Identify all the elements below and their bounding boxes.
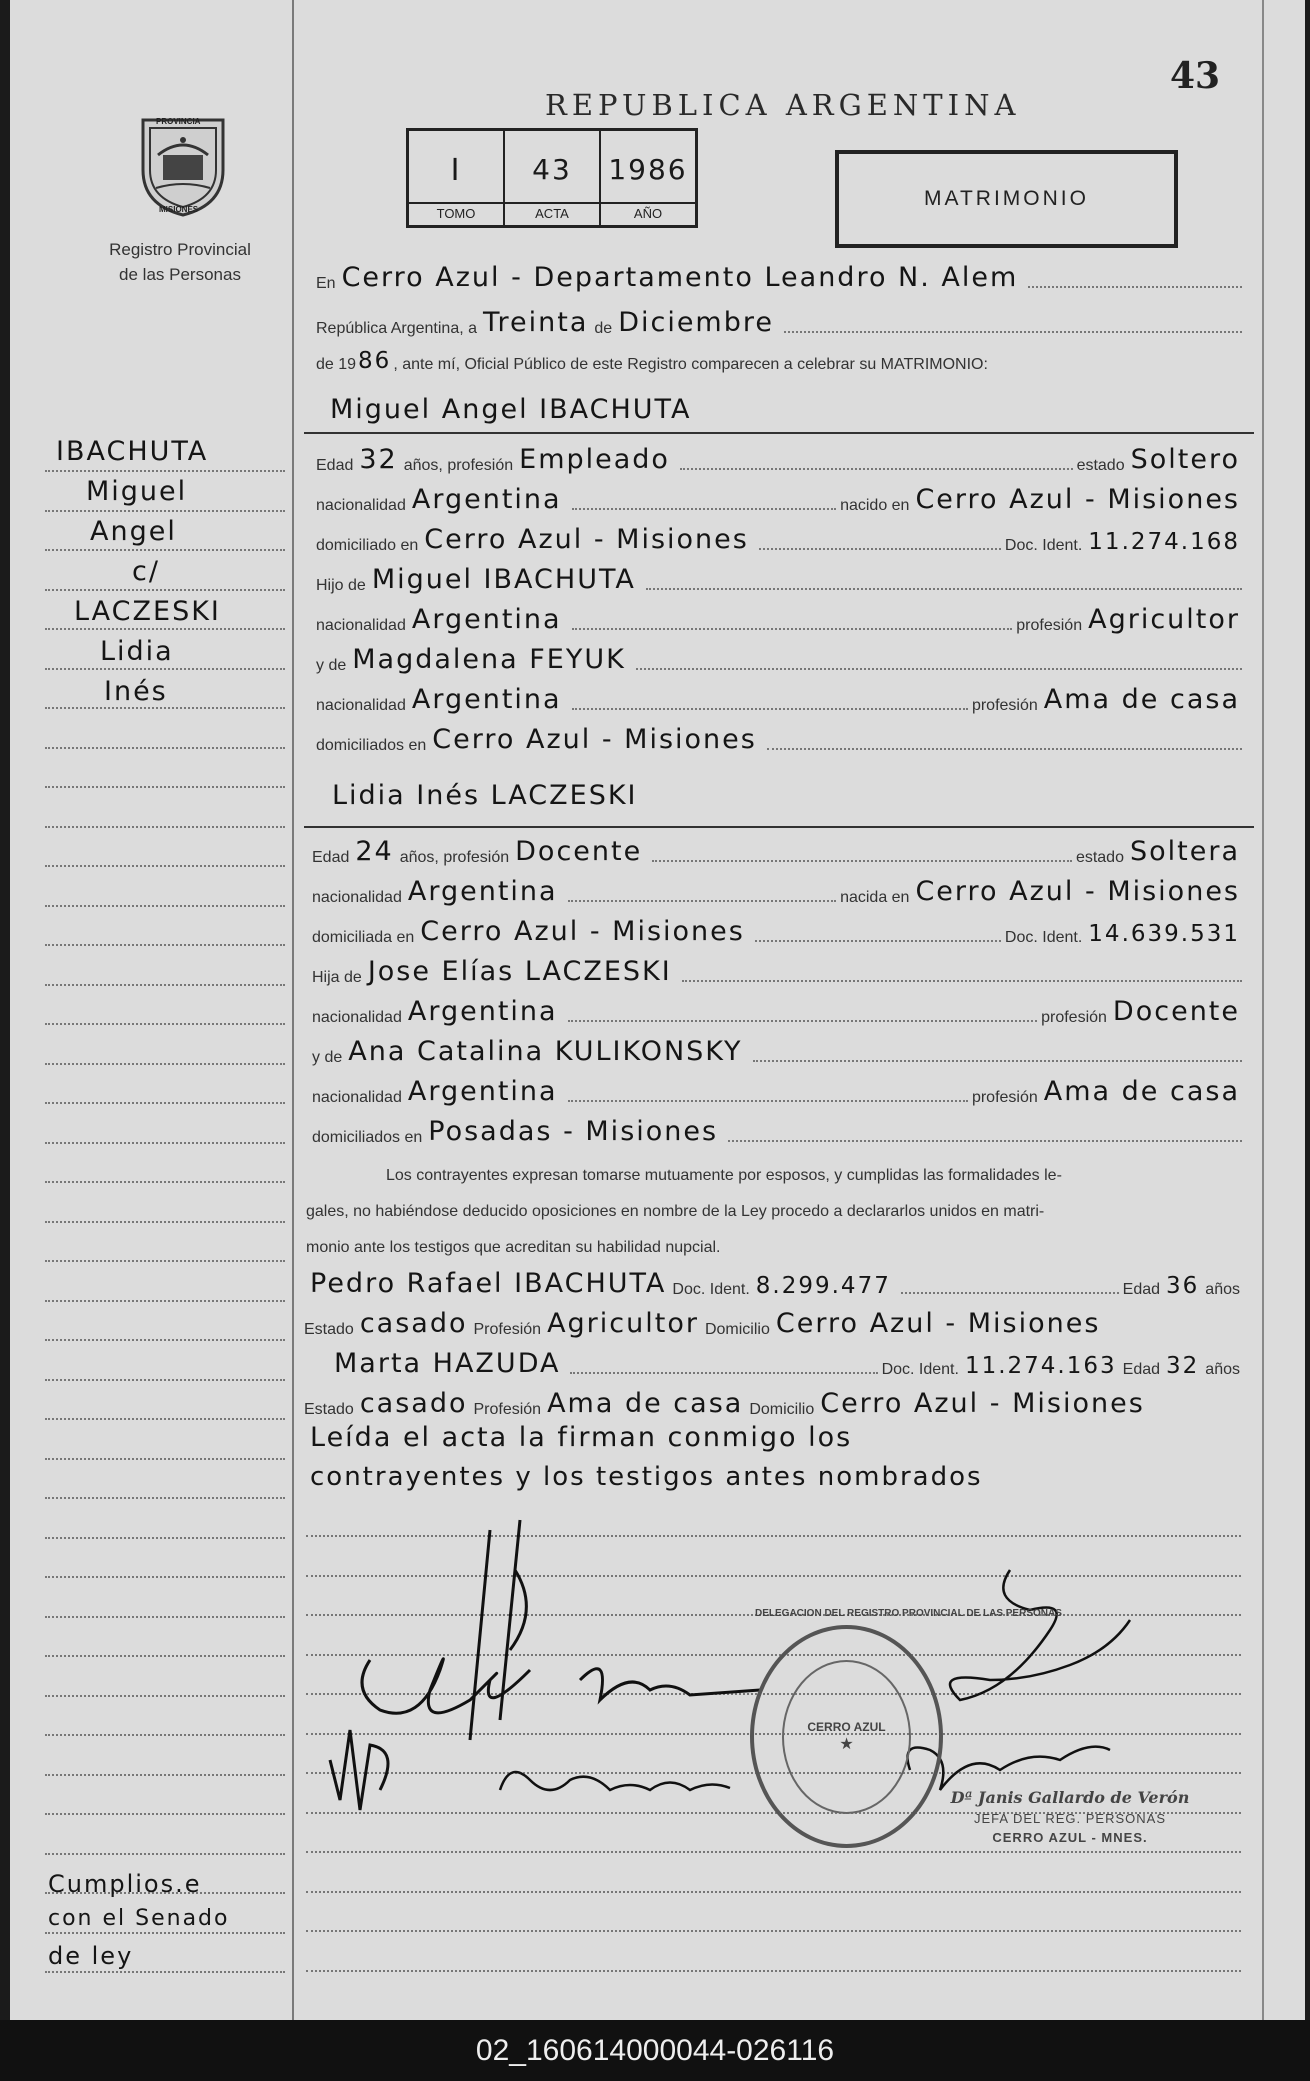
place-value: Cerro Azul - Departamento Leandro N. Alem [341, 262, 1019, 293]
margin-note-line3: de ley [48, 1942, 134, 1970]
closing-line2: contrayentes y los testigos antes nombrados [310, 1462, 983, 1492]
margin-ruled-line [45, 1063, 285, 1065]
domicilio-label: domiciliada en [312, 929, 415, 946]
tomo-label: TOMO [409, 202, 503, 221]
dotted-line [680, 468, 1073, 470]
witness2-estado: casado [359, 1388, 468, 1419]
bride-domicilio: Cerro Azul - Misiones [420, 916, 745, 947]
margin-ruled-line [45, 1260, 285, 1262]
anio-value: 1986 [608, 153, 688, 186]
witness1-row2 [304, 1308, 1240, 1339]
witness2-edad: 32 [1166, 1353, 1200, 1379]
profesion-label: Profesión [473, 1401, 542, 1418]
margin-ruled-line [45, 1497, 285, 1499]
year-prefix: de 19 [316, 356, 357, 373]
witness1-profesion: Agricultor [547, 1308, 699, 1339]
official-place: CERRO AZUL - MNES. [992, 1830, 1148, 1845]
edad-label: Edad [1122, 1281, 1161, 1298]
profesion-label: profesión [1016, 617, 1083, 634]
official-stamp [915, 1788, 1225, 1845]
groom-name: Miguel Angel IBACHUTA [330, 394, 692, 425]
dotted-line [568, 900, 836, 902]
margin-ruled-line [45, 1418, 285, 1420]
dotted-line [572, 508, 836, 510]
dotted-line [636, 668, 1242, 670]
nacionalidad-label: nacionalidad [312, 1089, 402, 1106]
margin-ruled-line [45, 1339, 285, 1341]
margin-note-line2: con el Senado [48, 1906, 230, 1931]
nacionalidad-label: nacionalidad [316, 617, 406, 634]
witness1-name: Pedro Rafael IBACHUTA [310, 1268, 667, 1299]
declaration-text [306, 1158, 1241, 1266]
groom-estado: Soltero [1130, 444, 1240, 475]
stamp-inner-text: CERRO AZUL [807, 1719, 886, 1734]
country-title: REPUBLICA ARGENTINA [545, 88, 1021, 122]
year-suffix: 86 [358, 348, 392, 374]
witness1-doc: 8.299.477 [755, 1273, 891, 1299]
stamp-inner-ring [782, 1660, 911, 1814]
groom-father-nac-row [316, 604, 1246, 635]
main-ruled-line [306, 1891, 1241, 1893]
witness1-row1 [304, 1268, 1240, 1299]
witness1-domicilio: Cerro Azul - Misiones [775, 1308, 1101, 1339]
groom-edad: 32 [359, 444, 398, 475]
nacida-label: nacida en [840, 889, 910, 906]
domicilio-label: Domicilio [704, 1321, 770, 1338]
witness2-domicilio: Cerro Azul - Misiones [820, 1388, 1145, 1419]
margin-ruled-line [45, 1576, 285, 1578]
groom-nacido: Cerro Azul - Misiones [915, 484, 1240, 515]
bride-mother-nac: Argentina [407, 1076, 558, 1107]
witness2-doc: 11.274.163 [964, 1353, 1117, 1379]
margin-ruled-line [45, 1300, 285, 1302]
groom-edad-row [316, 444, 1246, 475]
dotted-line [568, 1100, 968, 1102]
bride-profesion: Docente [515, 836, 643, 867]
nacionalidad-label: nacionalidad [316, 497, 406, 514]
stamp-outer-text: DELEGACION DEL REGISTRO PROVINCIAL DE LAS PERSONAS [755, 1608, 1062, 1619]
groom-nacionalidad: Argentina [411, 484, 562, 515]
groom-parents-dom: Cerro Azul - Misiones [432, 724, 757, 755]
dotted-line [646, 588, 1242, 590]
nacionalidad-label: nacionalidad [312, 1009, 402, 1026]
estado-label: estado [1075, 849, 1124, 866]
act-type-label: MATRIMONIO [924, 187, 1089, 210]
edad-label: Edad [1122, 1361, 1161, 1378]
profesion-label: Profesión [473, 1321, 542, 1338]
groom-dom-row [316, 524, 1246, 555]
act-type-box [835, 150, 1178, 248]
tomo-cell [409, 131, 505, 225]
seal-text-top: PROVINCIA [156, 117, 201, 126]
margin-ruled-line [45, 1537, 285, 1539]
bride-mother: Ana Catalina KULIKONSKY [348, 1036, 743, 1067]
margin-name-7: Inés [104, 676, 168, 707]
declaration-line3: monio ante los testigos que acreditan su habilidad nupcial. [306, 1239, 721, 1256]
bride-father-row [312, 956, 1246, 987]
dotted-line [759, 548, 1001, 550]
margin-ruled-line [45, 865, 285, 867]
page-number: 43 [1170, 55, 1221, 97]
margin-note [48, 1870, 288, 1978]
margin-ruled-line [45, 826, 285, 828]
margin-rule [292, 0, 294, 2020]
margin-ruled-line [45, 1695, 285, 1697]
declaration-line1: Los contrayentes expresan tomarse mutuamente por esposos, y cumplidas las formalidades le- [386, 1167, 1062, 1184]
groom-father-nac: Argentina [411, 604, 562, 635]
margin-ruled-line [45, 1616, 285, 1618]
acta-cell [505, 131, 601, 225]
margin-ruled-line [45, 1379, 285, 1381]
groom-mother: Magdalena FEYUK [352, 644, 626, 675]
edad-label: Edad [316, 457, 354, 474]
registry-line1: Registro Provincial [109, 240, 251, 259]
dotted-line [755, 940, 1001, 942]
bride-name: Lidia Inés LACZESKI [332, 780, 638, 811]
margin-name-3: Angel [90, 516, 177, 547]
bride-name-rule [304, 826, 1254, 828]
declaration-line2: gales, no habiéndose deducido oposiciones en nombre de la Ley procedo a declararlos unidos en matri- [306, 1203, 1045, 1220]
margin-ruled-line [45, 905, 285, 907]
bride-nacida: Cerro Azul - Misiones [915, 876, 1240, 907]
dotted-line [568, 1020, 1038, 1022]
yde-label: y de [316, 657, 347, 674]
bride-estado: Soltera [1129, 836, 1240, 867]
tomo-acta-anio-box [406, 128, 698, 228]
margin-name-4: c/ [132, 556, 160, 587]
dotted-line [767, 748, 1242, 750]
nacionalidad-label: nacionalidad [316, 697, 406, 714]
en-label: En [316, 275, 336, 292]
groom-parents-dom-row [316, 724, 1246, 755]
dotted-line [753, 1060, 1242, 1062]
groom-doc: 11.274.168 [1088, 529, 1240, 555]
anio-cell [601, 131, 695, 225]
acta-value: 43 [532, 153, 572, 186]
estado-label: Estado [304, 1321, 354, 1338]
bride-mother-row [312, 1036, 1246, 1067]
witness2-profesion: Ama de casa [547, 1388, 744, 1419]
profesion-label: años, profesión [399, 849, 510, 866]
intro-date-row [316, 307, 1246, 338]
margin-ruled-line [45, 984, 285, 986]
anios-label: años [1205, 1361, 1240, 1378]
day-value: Treinta [483, 307, 589, 338]
groom-father: Miguel IBACHUTA [371, 564, 636, 595]
dotted-line [784, 331, 1242, 333]
bride-mother-prof: Ama de casa [1043, 1076, 1240, 1107]
margin-name-6: Lidia [100, 636, 174, 667]
anio-label: AÑO [601, 202, 695, 221]
witness2-row2 [304, 1388, 1240, 1419]
acta-label: ACTA [505, 202, 599, 221]
bride-parents-dom: Posadas - Misiones [428, 1116, 719, 1147]
groom-mother-row [316, 644, 1246, 675]
bride-parents-dom-row [312, 1116, 1246, 1147]
dotted-line [652, 860, 1072, 862]
registry-line2: de las Personas [119, 265, 241, 284]
margin-ruled-line [45, 1181, 285, 1183]
witness2-name: Marta HAZUDA [334, 1348, 561, 1379]
scan-id-footer: 02_160614000044-026116 [0, 2020, 1310, 2081]
profesion-label: profesión [971, 1089, 1038, 1106]
anios-label: años [1205, 1281, 1240, 1298]
domicilio-label: Domicilio [749, 1401, 815, 1418]
witness1-estado: casado [359, 1308, 468, 1339]
profesion-label: años, profesión [403, 457, 514, 474]
groom-mother-nac: Argentina [411, 684, 562, 715]
margin-ruled-line [45, 1853, 285, 1855]
bride-edad-row [312, 836, 1246, 867]
bride-nacionalidad: Argentina [407, 876, 558, 907]
groom-mother-nac-row [316, 684, 1246, 715]
margin-ruled-line [45, 944, 285, 946]
bride-doc: 14.639.531 [1088, 921, 1240, 947]
dotted-line [570, 1372, 877, 1374]
edad-label: Edad [312, 849, 350, 866]
groom-mother-prof: Ama de casa [1043, 684, 1240, 715]
groom-nac-row [316, 484, 1246, 515]
margin-ruled-line [45, 1655, 285, 1657]
dotted-line [901, 1292, 1119, 1294]
margin-ruled-line [45, 1813, 285, 1815]
witness2-row1 [304, 1348, 1240, 1379]
closing-line1: Leída el acta la firman conmigo los [310, 1422, 853, 1453]
provincial-seal-icon [128, 110, 238, 220]
groom-father-prof: Agricultor [1088, 604, 1240, 635]
doc-label: Doc. Ident. [1004, 537, 1083, 554]
bride-father-nac: Argentina [407, 996, 558, 1027]
tomo-value: I [450, 153, 462, 188]
appear-text: , ante mí, Oficial Público de este Registro comparecen a celebrar su MATRIMONIO: [393, 356, 988, 373]
margin-ruled-line [45, 1774, 285, 1776]
de-label: de [594, 320, 613, 337]
doc-label: Doc. Ident. [1004, 929, 1083, 946]
bride-nac-row [312, 876, 1246, 907]
profesion-label: profesión [1041, 1009, 1107, 1026]
margin-name-2: Miguel [86, 476, 188, 507]
margin-ruled-line [45, 1734, 285, 1736]
dotted-line [728, 1140, 1242, 1142]
dotted-line [572, 628, 1013, 630]
official-name: Dª Janis Gallardo de Verón [950, 1788, 1190, 1807]
hija-label: Hija de [312, 969, 362, 986]
bride-father: Jose Elías LACZESKI [367, 956, 672, 987]
estado-label: Estado [304, 1401, 354, 1418]
margin-ruled-line [45, 747, 285, 749]
margin-ruled-line [45, 1142, 285, 1144]
margin-name-5: LACZESKI [74, 596, 221, 627]
witness1-edad: 36 [1166, 1273, 1200, 1299]
domiciliados-label: domiciliados en [316, 737, 427, 754]
domicilio-label: domiciliado en [316, 537, 419, 554]
republica-label: República Argentina, a [316, 320, 477, 337]
star-icon: ★ [839, 1735, 854, 1753]
main-ruled-line [306, 1930, 1241, 1932]
estado-label: estado [1076, 457, 1125, 474]
bride-mother-nac-row [312, 1076, 1246, 1107]
main-ruled-line [306, 1970, 1241, 1972]
profesion-label: profesión [971, 697, 1038, 714]
intro-place-row [316, 262, 1246, 293]
margin-names [50, 436, 285, 716]
month-value: Diciembre [618, 307, 774, 338]
margin-note-line1: Cumplios.e [48, 1870, 202, 1898]
doc-label: Doc. Ident. [672, 1281, 750, 1298]
nacido-label: nacido en [840, 497, 910, 514]
groom-profesion: Empleado [519, 444, 670, 475]
dotted-line [1028, 286, 1242, 288]
margin-ruled-line [45, 1023, 285, 1025]
margin-ruled-line [45, 1458, 285, 1460]
margin-ruled-line [45, 786, 285, 788]
bride-edad: 24 [355, 836, 394, 867]
nacionalidad-label: nacionalidad [312, 889, 402, 906]
bride-dom-row [312, 916, 1246, 947]
registry-title [80, 237, 280, 287]
doc-label: Doc. Ident. [881, 1361, 959, 1378]
hijo-label: Hijo de [316, 577, 366, 594]
groom-domicilio: Cerro Azul - Misiones [424, 524, 749, 555]
margin-ruled-line [45, 1221, 285, 1223]
yde-label: y de [312, 1049, 343, 1066]
bride-father-prof: Docente [1112, 996, 1240, 1027]
groom-name-rule [304, 432, 1254, 434]
dotted-line [682, 980, 1242, 982]
bride-father-nac-row [312, 996, 1246, 1027]
official-title: JEFA DEL REG. PERSONAS [973, 1811, 1166, 1826]
right-rule [1262, 0, 1264, 2020]
margin-name-1: IBACHUTA [56, 436, 209, 467]
dotted-line [572, 708, 968, 710]
seal-text-bottom: MISIONES [159, 205, 199, 214]
margin-ruled-line [45, 1102, 285, 1104]
intro-year-row [316, 348, 1246, 374]
domiciliados-label: domiciliados en [312, 1129, 423, 1146]
groom-father-row [316, 564, 1246, 595]
document-page [10, 0, 1305, 2020]
